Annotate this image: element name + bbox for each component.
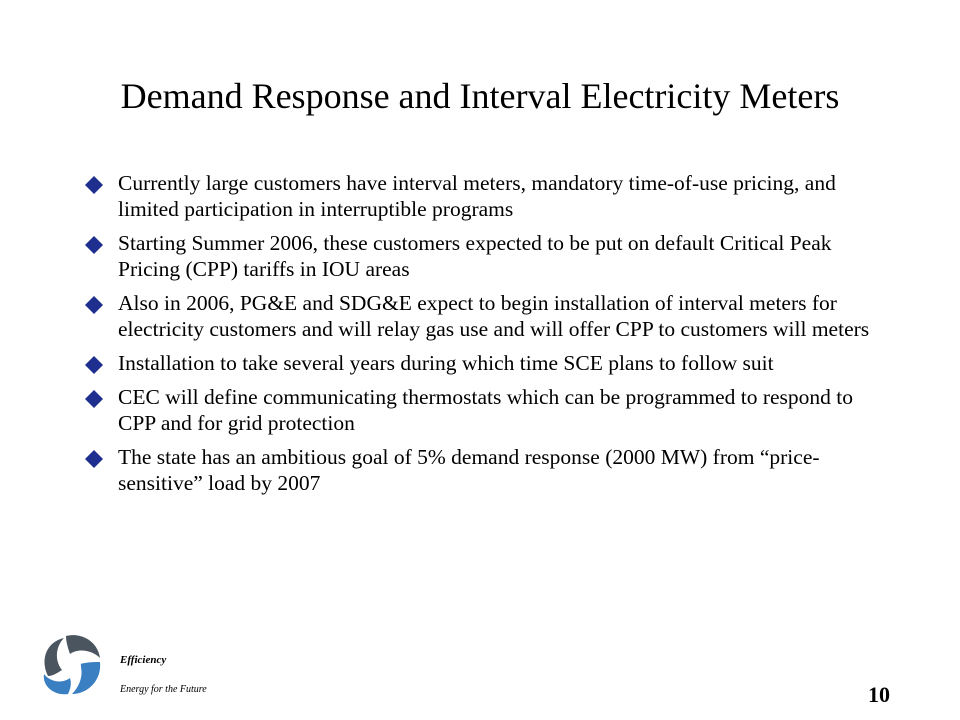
diamond-bullet-icon (84, 295, 104, 315)
bullet-text: Currently large customers have interval meters, mandatory time-of-use pricing, and limited participation in interruptible programs (118, 171, 836, 221)
swirl-logo-icon (36, 630, 106, 700)
bullet-text: Installation to take several years during which time SCE plans to follow suit (118, 351, 774, 375)
diamond-bullet-icon (84, 355, 104, 375)
bullet-text: Also in 2006, PG&E and SDG&E expect to begin installation of interval meters for electricity customers and will relay gas use and will offer CPP to customers will meters (118, 291, 870, 341)
footer-tagline: Energy for the Future (120, 684, 207, 695)
bullet-item (84, 230, 884, 282)
bullet-item (84, 384, 884, 436)
slide-title: Demand Response and Interval Electricity Meters (120, 76, 840, 116)
bullet-text: Starting Summer 2006, these customers expected to be put on default Critical Peak Pricing (CPP) tariffs in IOU areas (118, 231, 832, 281)
diamond-bullet-icon (84, 449, 104, 469)
bullet-text: The state has an ambitious goal of 5% demand response (2000 MW) from “price-sensitive” load by 2007 (118, 445, 820, 495)
footer-efficiency-label: Efficiency (120, 654, 167, 666)
bullet-list (84, 170, 884, 504)
bullet-item (84, 290, 884, 342)
bullet-item (84, 170, 884, 222)
bullet-item (84, 350, 884, 376)
page-number: 10 (868, 682, 890, 707)
diamond-bullet-icon (84, 175, 104, 195)
bullet-item (84, 444, 884, 496)
diamond-bullet-icon (84, 235, 104, 255)
bullet-text: CEC will define communicating thermostats which can be programmed to respond to CPP and for grid protection (118, 385, 854, 435)
diamond-bullet-icon (84, 389, 104, 409)
